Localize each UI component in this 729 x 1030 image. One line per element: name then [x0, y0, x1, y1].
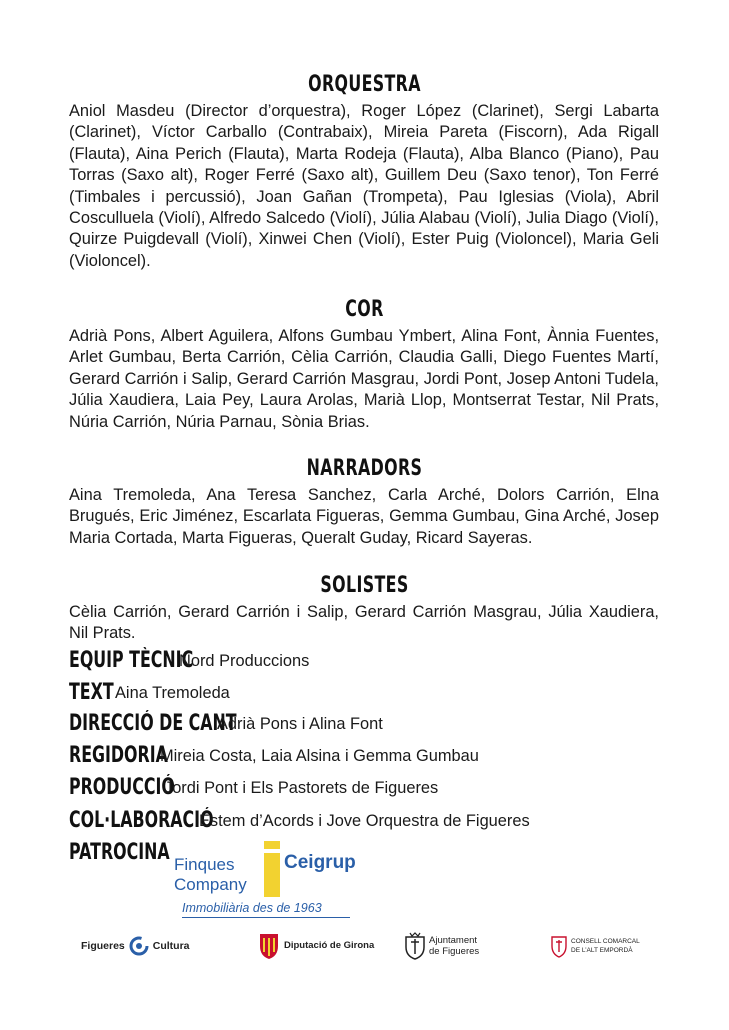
credit-regidoria: [69, 743, 479, 768]
consell-comarcal-logo: [551, 934, 640, 958]
section-text-narradors: Aina Tremoleda, Ana Teresa Sanchez, Carla Arché, Dolors Carrión, Elna Brugués, Eric Jiménez, Escarlata Figueras, Gemma Gumbau, Gina Arché, Josep Maria Cortada, Marta Figueras, Queralt Guday, Ricard Sayeras.: [69, 486, 659, 547]
credit-value: Mireia Costa, Laia Alsina i Gemma Gumbau: [160, 747, 479, 765]
diputacio-shield-icon: [258, 930, 280, 960]
consell-shield-icon: [551, 934, 567, 958]
section-text-cor: Adrià Pons, Albert Aguilera, Alfons Gumbau Ymbert, Alina Font, Ànnia Fuentes, Arlet Gumbau, Berta Carrión, Cèlia Carrión, Claudia Galli, Diego Fuentes Martí, Gerard Carrión i Salip, Gerard Carrión Masgrau, Jordi Pont, Josep Antoni Tudela, Júlia Xaudiera, Laia Pey, Laura Arolas, Marià Llop, Montserrat Testar, Nil Prats, Núria Carrión, Núria Parnau, Sònia Brias.: [69, 327, 659, 431]
ajuntament-shield-icon: [404, 932, 426, 960]
sponsor-tagline: Immobiliària des de 1963: [182, 901, 322, 915]
credit-value: Jordi Pont i Els Pastorets de Figueres: [164, 779, 439, 797]
figueres-c-icon: [129, 936, 149, 956]
sponsor-underline: [182, 917, 350, 918]
ajuntament-line1: Ajuntament: [429, 935, 478, 946]
consell-line2: DE L’ALT EMPORDÀ: [571, 947, 633, 954]
credit-label: EQUIP TÈCNIC: [69, 648, 194, 673]
sponsor-line2: Company: [174, 875, 247, 894]
logo-dot: [264, 841, 280, 849]
section-text-solistes: Cèlia Carrión, Gerard Carrión i Salip, Gerard Carrión Masgrau, Júlia Xaudiera, Nil Prats.: [69, 603, 659, 643]
ajuntament-figueres-logo: [404, 932, 479, 960]
credit-value: Nord Produccions: [179, 652, 310, 670]
credit-text: [69, 680, 230, 705]
credit-value: Estem d’Acords i Jove Orquestra de Figueres: [199, 812, 530, 830]
consell-line1: CONSELL COMARCAL: [571, 938, 640, 945]
section-title-cor: COR: [345, 297, 384, 322]
credit-value: Aina Tremoleda: [115, 684, 230, 702]
sponsor-logo-finques-company-ceigrup: [172, 841, 362, 921]
credit-label: DIRECCIÓ DE CANT: [69, 711, 237, 736]
sponsor-brand: Ceigrup: [284, 852, 356, 873]
figueres-text: Figueres: [81, 940, 125, 952]
diputacio-text: Diputació de Girona: [284, 939, 375, 951]
diputacio-girona-logo: [258, 930, 374, 960]
credit-label: COL·LABORACIÓ: [69, 808, 214, 833]
section-text-orquestra: Aniol Masdeu (Director d’orquestra), Roger López (Clarinet), Sergi Labarta (Clarinet), Víctor Carballo (Contrabaix), Mireia Pareta (Fiscorn), Ada Rigall (Flauta), Aina Perich (Flauta), Marta Rodeja (Flauta), Alba Blanco (Piano), Pau Torras (Saxo alt), Roger Ferré (Saxo alt), Guillem Deu (Saxo tenor), Ton Ferré (Timbales i percussió), Joan Gañan (Trompeta), Pau Iglesias (Viola), Abril Cosculluela (Violí), Alfredo Salcedo (Violí), Júlia Alabau (Violí), Julia Diago (Violí), Quirze Puigdevall (Violí), Xinwei Chen (Violí), Ester Puig (Violoncel), Maria Geli (Violoncel).: [69, 102, 659, 270]
cultura-text: Cultura: [152, 940, 190, 952]
credit-label: TEXT: [69, 680, 114, 705]
credit-col-laboracio: [69, 808, 530, 833]
figueres-cultura-logo: [81, 936, 190, 956]
credit-label: PATROCINA: [69, 840, 170, 865]
section-title-narradors: NARRADORS: [306, 456, 423, 481]
logo-bar: [264, 853, 280, 897]
footer-logos: [0, 930, 729, 966]
credit-label: PRODUCCIÓ: [69, 775, 175, 800]
section-title-solistes: SOLISTES: [320, 573, 409, 598]
credit-label: REGIDORIA: [69, 743, 168, 768]
credit-direccio-de-cant: [69, 711, 383, 736]
sponsor-line1: Finques: [174, 855, 235, 874]
credit-produccio: [69, 775, 439, 800]
section-title-orquestra: ORQUESTRA: [308, 72, 421, 97]
ajuntament-line2: de Figueres: [429, 946, 480, 957]
credit-value: Adrià Pons i Alina Font: [217, 715, 383, 733]
credit-equip-tecnic: [69, 648, 310, 673]
